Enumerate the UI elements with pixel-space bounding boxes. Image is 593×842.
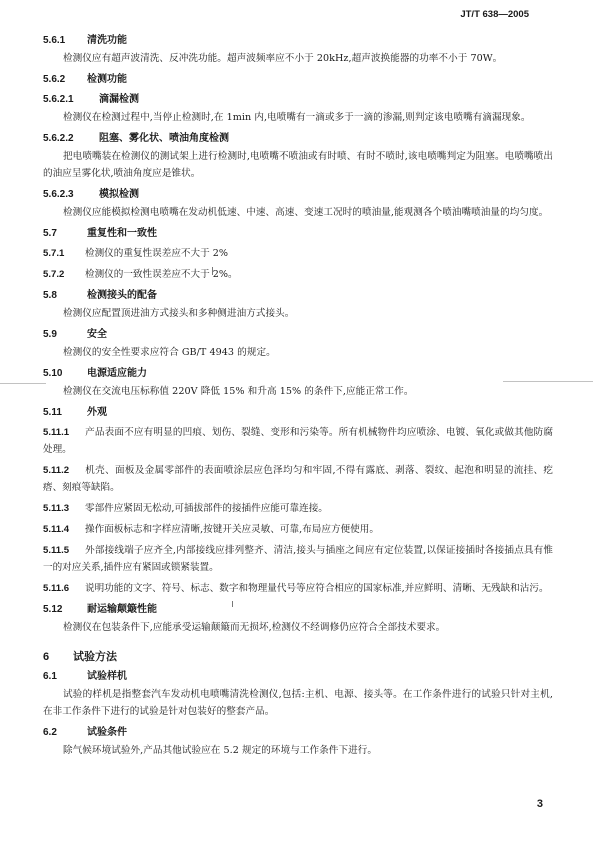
- page-number: 3: [536, 798, 543, 810]
- section-heading-5-6-2-2: 5.6.2.2 阻塞、雾化状、喷油角度检测: [43, 133, 229, 144]
- section-heading-5-7: 5.7 重复性和一致性: [43, 228, 157, 239]
- section-5-6-2-3-text: 检测仪应能模拟检测电喷嘴在发动机低速、中速、高速、变速工况时的喷油量,能观测各个喷油嘴喷油量的均匀度。: [63, 207, 549, 218]
- document-body: [43, 34, 553, 759]
- section-6-1-text: 试验的样机是指整套汽车发动机电喷嘴清洗检测仪,包括:主机、电源、接头等。在工作条件进行的试验只针对主机,在非工作条件下进行的试验是针对包装好的整套产品。: [43, 689, 553, 717]
- section-heading-5-6-1: 5.6.1 清洗功能: [43, 35, 127, 46]
- section-heading-6: 6 试验方法: [43, 650, 117, 663]
- section-heading-5-6-2: 5.6.2 检测功能: [43, 74, 127, 85]
- item-5-11-6: 5.11.6 说明功能的文字、符号、标志、数字和物理量代号等应符合相应的国家标准,并应鲜明、清晰、无残缺和沾污。: [43, 583, 549, 594]
- section-heading-5-8: 5.8 检测接头的配备: [43, 290, 157, 301]
- section-heading-6-1: 6.1 试验样机: [43, 671, 127, 682]
- section-5-6-2-1-text: 检测仪在检测过程中,当停止检测时,在 1min 内,电喷嘴有一滴或多于一滴的渗漏,则判定该电喷嘴有滴漏现象。: [63, 112, 531, 123]
- section-heading-5-9: 5.9 安全: [43, 329, 107, 340]
- section-5-8-text: 检测仪应配置顶进油方式接头和多种侧进油方式接头。: [63, 308, 295, 319]
- item-5-11-5: 5.11.5 外部接线端子应齐全,内部接线应排列整齐、清洁,接头与插座之间应有定位装置,以保证接插时各接插点具有惟一的对应关系,插件应有紧固或锁紧装置。: [43, 545, 553, 573]
- section-heading-5-11: 5.11 外观: [43, 407, 107, 418]
- standard-code: JT/T 638—2005: [460, 9, 529, 20]
- section-heading-5-6-2-1: 5.6.2.1 滴漏检测: [43, 94, 139, 105]
- item-5-11-1: 5.11.1 产品表面不应有明显的凹痕、划伤、裂缝、变形和污染等。所有机械物件均应喷涂、电镀、氧化或做其他防腐处理。: [43, 427, 553, 455]
- section-heading-5-6-2-3: 5.6.2.3 模拟检测: [43, 189, 139, 200]
- item-5-11-2: 5.11.2 机壳、面板及金属零部件的表面喷涂层应色泽均匀和牢固,不得有露底、剥落、裂纹、起泡和明显的流挂、疙瘩、刻痕等缺陷。: [43, 465, 553, 493]
- section-5-9-text: 检测仪的安全性要求应符合 GB/T 4943 的规定。: [63, 347, 276, 358]
- item-5-7-1: 5.7.1 检测仪的重复性误差应不大于 2%: [43, 248, 228, 259]
- item-5-11-4: 5.11.4 操作面板标志和字样应清晰,按键开关应灵敏、可靠,布局应方便使用。: [43, 524, 379, 535]
- section-heading-6-2: 6.2 试验条件: [43, 727, 127, 738]
- section-5-12-text: 检测仪在包装条件下,应能承受运输颠簸而无损坏,检测仪不经调修仍应符合全部技术要求。: [63, 622, 446, 633]
- item-5-11-3: 5.11.3 零部件应紧固无松动,可插拔部件的接插件应能可靠连接。: [43, 503, 328, 514]
- scan-artifact-line: [0, 383, 46, 384]
- section-5-6-2-2-text: 把电喷嘴装在检测仪的测试架上进行检测时,电喷嘴不喷油或有时喷、有时不喷时,该电喷嘴判定为阻塞。电喷嘴喷出的油应呈雾化状,喷油角度应是锥状。: [43, 151, 553, 179]
- item-5-7-2: 5.7.2 检测仪的一致性误差应不大于 2%。: [43, 269, 238, 280]
- section-heading-5-10: 5.10 电源适应能力: [43, 368, 147, 379]
- section-5-10-text: 检测仪在交流电压标称值 220V 降低 15% 和升高 15% 的条件下,应能正常工作。: [63, 386, 414, 397]
- section-5-6-1-text: 检测仪应有超声波清洗、反冲洗功能。超声波频率应不小于 20kHz,超声波换能器的功率不小于 70W。: [63, 53, 503, 64]
- section-6-2-text: 除气候环境试验外,产品其他试验应在 5.2 规定的环境与工作条件下进行。: [63, 745, 378, 756]
- section-heading-5-12: 5.12 耐运输颠簸性能: [43, 604, 157, 615]
